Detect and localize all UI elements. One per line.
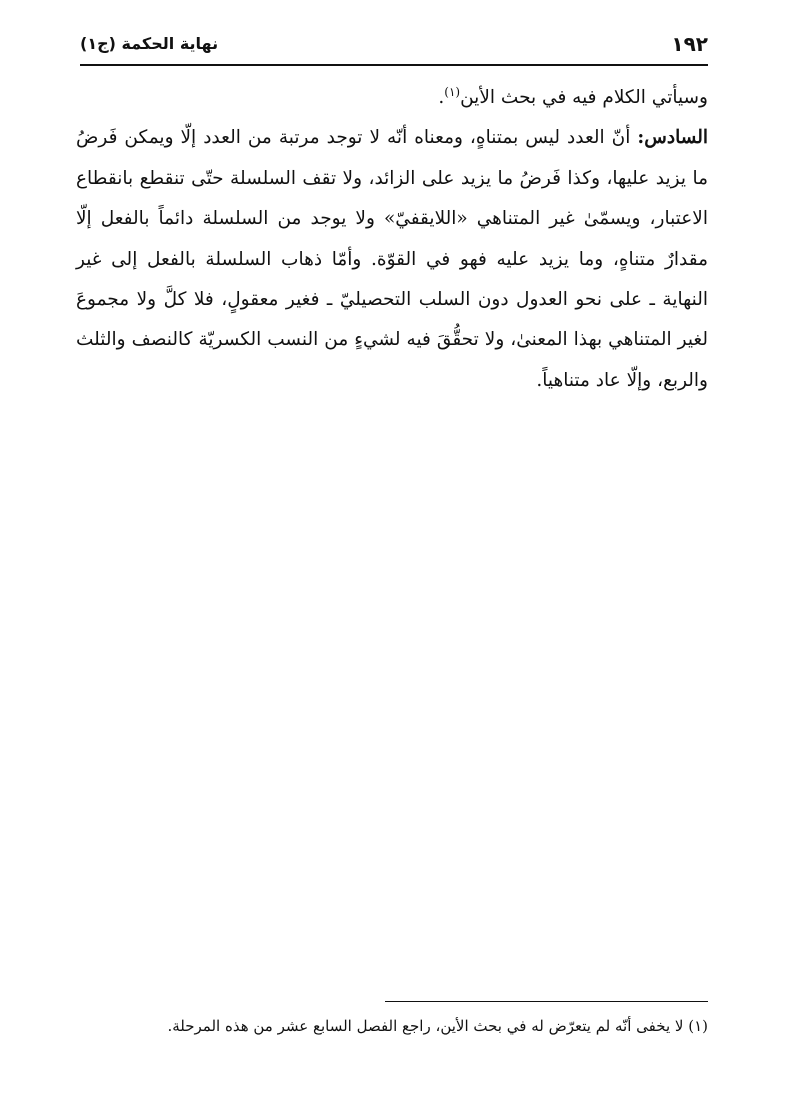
footnote-marker: (١) <box>688 1017 708 1035</box>
paragraph-2-text: أنّ العدد ليس بمتناهٍ، ومعناه أنّه لا توجد مرتبة من العدد إلّا ويمكن فَرضُ ما يزيد عليها، وكذا فَرضُ ما يزيد على الزائد، ولا تقف السلسلة حتّى تنقطع بانقطاع الاعتبار، ويسمّىٰ غير المتناهي «اللايقفيّ» ولا يوجد من السلسلة دائماً بالفعل إلّا مقدارٌ متناهٍ، وما يزيد عليه فهو في القوّة. وأمّا ذهاب السلسلة بالفعل إلى غير النهاية ـ على نحو العدول دون السلب التحصيليّ ـ فغير معقولٍ، فلا كلَّ ولا مجموعَ لغير المتناهي بهذا المعنىٰ، ولا تحقُّقَ فيه لشيءٍ من النسب الكسريّة كالنصف والثلث والربع، وإلّا عاد متناهياً. <box>76 127 708 391</box>
header-divider <box>80 64 708 66</box>
footnote-1 <box>76 1012 708 1040</box>
section-label-sixth: السادس: <box>637 127 708 149</box>
paragraph-2 <box>76 118 708 401</box>
paragraph-1-end: . <box>438 87 445 108</box>
running-head <box>80 30 708 62</box>
page-number: ١٩٢ <box>671 32 708 56</box>
book-title: نهاية الحكمة (ج١) <box>80 34 219 53</box>
footnote-text: لا يخفى أنّه لم يتعرّض له في بحث الأين، راجع الفصل السابع عشر من هذه المرحلة. <box>167 1017 684 1035</box>
main-text <box>76 78 708 401</box>
paragraph-1-text: وسيأتي الكلام فيه في بحث الأين <box>460 87 708 108</box>
footnote-reference: (١) <box>444 84 461 99</box>
footnote-divider <box>385 1001 708 1002</box>
paragraph-1 <box>76 78 708 118</box>
